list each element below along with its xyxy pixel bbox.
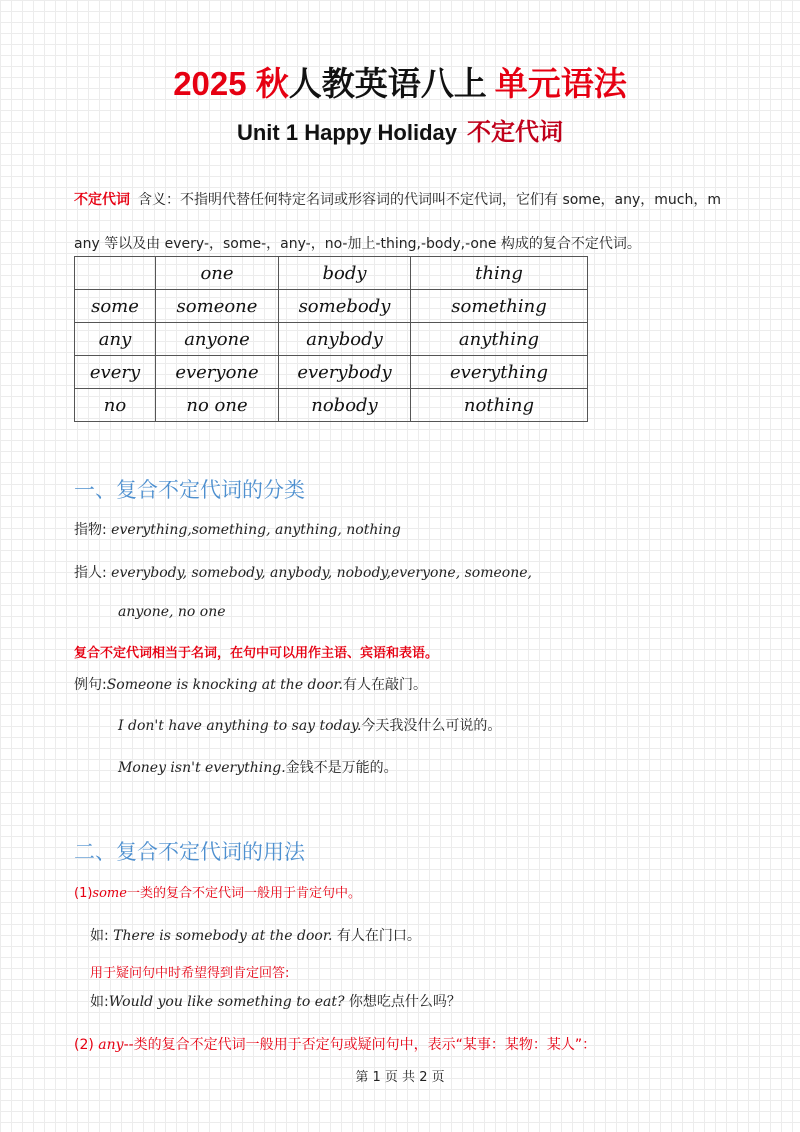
table-cell: somebody xyxy=(279,290,411,323)
section2-heading: 二、复合不定代词的用法 xyxy=(74,840,305,864)
table-cell: one xyxy=(156,257,279,290)
example-sentence: Money isn't everything.金钱不是万能的。 xyxy=(118,760,398,776)
table-cell: no one xyxy=(156,389,279,422)
things-line: 指物: everything,something, anything, nothing xyxy=(74,522,401,538)
rule-1: (1)some一类的复合不定代词一般用于肯定句中。 xyxy=(74,886,361,901)
page-number: 第 1 页 共 2 页 xyxy=(355,1070,445,1085)
table-row xyxy=(75,323,588,356)
example-sentence: I don't have anything to say today.今天我没什么可说的。 xyxy=(118,718,502,734)
table-cell: everything xyxy=(411,356,588,389)
table-cell: everybody xyxy=(279,356,411,389)
table-row xyxy=(75,290,588,323)
table-cell: any xyxy=(75,323,156,356)
table-cell: nobody xyxy=(279,389,411,422)
example-sentence: 如:Would you like something to eat? 你想吃点什么吗？ xyxy=(90,994,461,1010)
definition-term: 不定代词 xyxy=(74,192,130,208)
definition-text: 含义：不指明代替任何特定名词或形容词的代词叫不定代词，它们有 some，any，much，many 等以及由 every-，some-，any-，no-加上-thing,-body,-one 构成的复合不定代词。 xyxy=(74,192,722,252)
page-subtitle: Unit 1 Happy Holiday 不定代词 xyxy=(236,119,564,146)
table-cell xyxy=(75,257,156,290)
usage-note: 复合不定代词相当于名词，在句中可以用作主语、宾语和表语。 xyxy=(74,646,439,661)
people-line-2: anyone, no one xyxy=(118,604,226,620)
pronoun-table xyxy=(74,256,588,422)
table-cell: everyone xyxy=(156,356,279,389)
table-row xyxy=(75,356,588,389)
page-title: 2025 秋人教英语八上 单元语法 xyxy=(173,65,627,102)
table-cell: anybody xyxy=(279,323,411,356)
example-sentence: 如: There is somebody at the door. 有人在门口。 xyxy=(90,928,421,944)
table-row xyxy=(75,389,588,422)
table-header-row xyxy=(75,257,588,290)
rule-2: (2) any--类的复合不定代词一般用于否定句或疑问句中，表示“某事：某物：某人”： xyxy=(74,1037,597,1053)
example-sentence: 例句:Someone is knocking at the door.有人在敲门。 xyxy=(74,677,427,693)
intro-paragraph xyxy=(74,178,729,266)
section1-heading: 一、复合不定代词的分类 xyxy=(74,478,305,502)
table-cell: anyone xyxy=(156,323,279,356)
table-cell: some xyxy=(75,290,156,323)
table-cell: someone xyxy=(156,290,279,323)
table-cell: body xyxy=(279,257,411,290)
table-cell: thing xyxy=(411,257,588,290)
table-cell: nothing xyxy=(411,389,588,422)
people-line: 指人: everybody, somebody, anybody, nobody,everyone, someone, xyxy=(74,565,532,581)
table-cell: no xyxy=(75,389,156,422)
table-cell: every xyxy=(75,356,156,389)
rule-1b: 用于疑问句中时希望得到肯定回答: xyxy=(90,966,290,981)
table-cell: something xyxy=(411,290,588,323)
table-cell: anything xyxy=(411,323,588,356)
